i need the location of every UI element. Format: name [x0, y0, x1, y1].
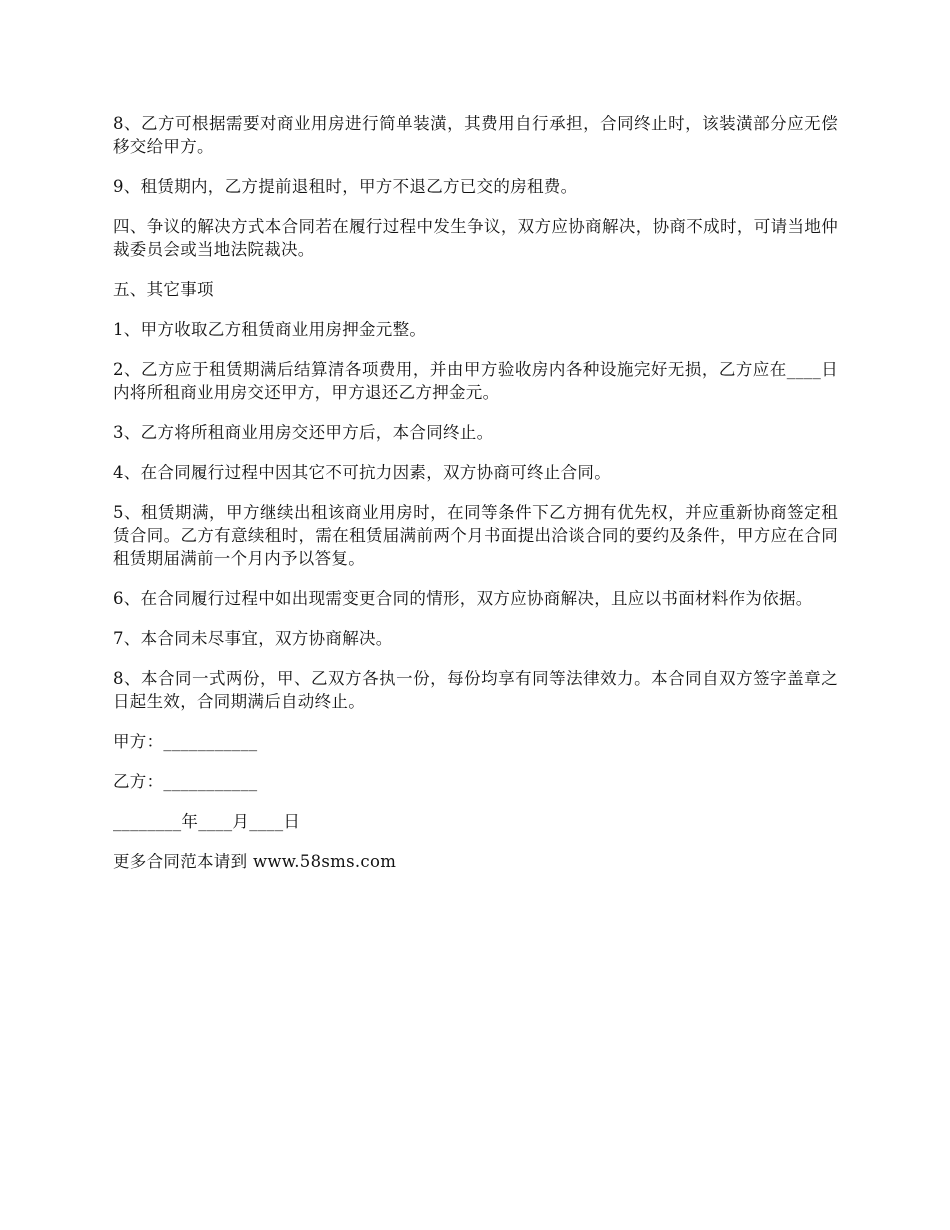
item-7-other-matters: 7、本合同未尽事宜，双方协商解决。: [113, 629, 393, 648]
section-5-heading: 五、其它事项: [113, 280, 214, 299]
item-2-settlement: 2、乙方应于租赁期满后结算清各项费用，并由甲方验收房内各种设施完好无损，乙方应在____日内将所租商业用房交还甲方，甲方退还乙方押金元。: [113, 360, 838, 402]
footer-more-templates: 更多合同范本请到 www.58sms.com: [113, 852, 397, 871]
party-b-signature-line: 乙方：___________: [113, 772, 258, 791]
date-line: ________年____月____日: [113, 812, 301, 831]
party-a-signature-line: 甲方：___________: [113, 732, 258, 751]
section-4-dispute-resolution: 四、争议的解决方式本合同若在履行过程中发生争议，双方应协商解决，协商不成时，可请当地仲裁委员会或当地法院裁决。: [113, 217, 838, 259]
item-5-renewal: 5、租赁期满，甲方继续出租该商业用房时，在同等条件下乙方拥有优先权，并应重新协商签定租赁合同。乙方有意续租时，需在租赁届满前两个月书面提出洽谈合同的要约及条件，甲方应在合同租赁期届满前一个月内予以答复。: [113, 503, 838, 568]
clause-8-decoration: 8、乙方可根据需要对商业用房进行简单装潢，其费用自行承担，合同终止时，该装潢部分应无偿移交给甲方。: [113, 114, 838, 156]
clause-9-early-termination: 9、租赁期内，乙方提前退租时，甲方不退乙方已交的房租费。: [113, 177, 578, 196]
item-4-force-majeure: 4、在合同履行过程中因其它不可抗力因素，双方协商可终止合同。: [113, 463, 611, 482]
item-8-copies: 8、本合同一式两份，甲、乙双方各执一份，每份均享有同等法律效力。本合同自双方签字盖章之日起生效，合同期满后自动终止。: [113, 669, 838, 711]
item-1-deposit: 1、甲方收取乙方租赁商业用房押金元整。: [113, 320, 427, 339]
item-6-changes: 6、在合同履行过程中如出现需变更合同的情形，双方应协商解决，且应以书面材料作为依据。: [113, 589, 813, 608]
item-3-termination: 3、乙方将所租商业用房交还甲方后，本合同终止。: [113, 423, 494, 442]
